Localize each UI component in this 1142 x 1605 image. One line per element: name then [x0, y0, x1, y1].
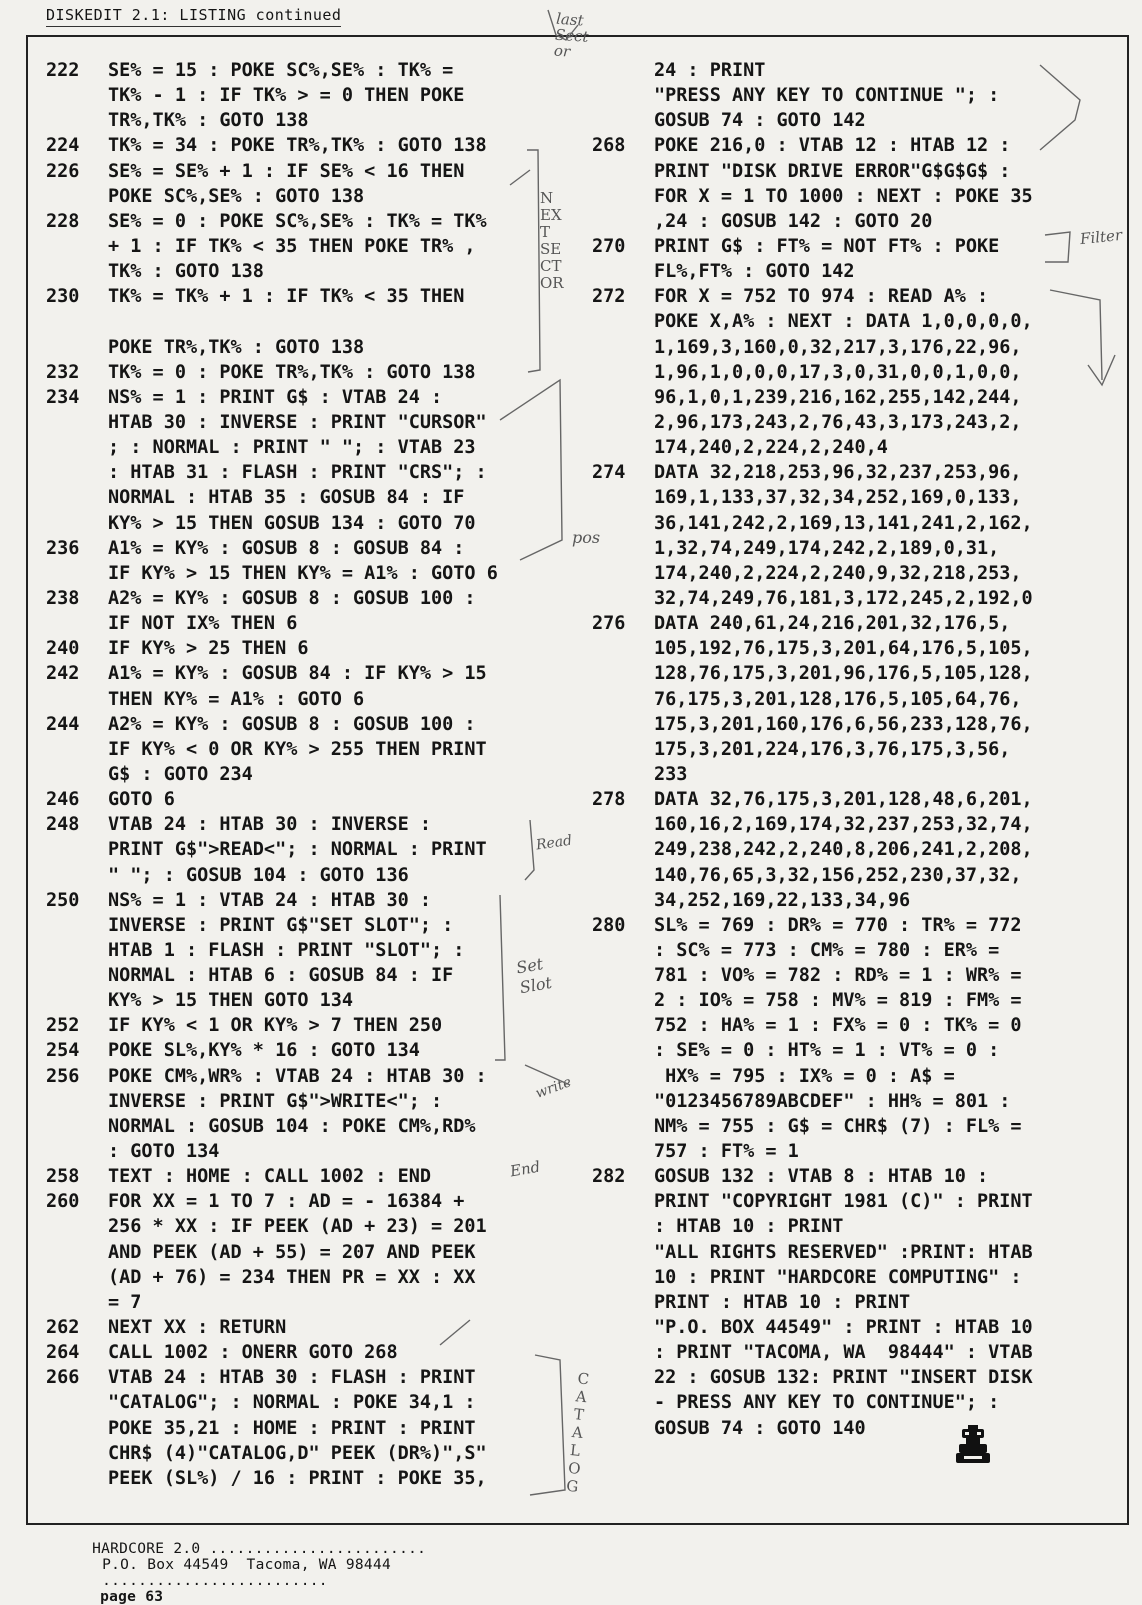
code-text: SE% = SE% + 1 : IF SE% < 16 THEN	[108, 160, 465, 182]
note-end: End	[508, 1157, 542, 1181]
code-text: GOTO 6	[108, 789, 175, 811]
code-text: SE% = 15 : POKE SC%,SE% : TK% =	[108, 60, 454, 81]
code-text: POKE X,A% : NEXT : DATA 1,0,0,0,0,	[654, 311, 1033, 333]
code-text: 169,1,133,37,32,34,252,169,0,133,	[654, 487, 1022, 509]
code-text: IF KY% < 1 OR KY% > 7 THEN 250	[108, 1015, 443, 1037]
code-text: "ALL RIGHTS RESERVED" :PRINT: HTAB	[654, 1241, 1033, 1263]
line-number: 252	[46, 1015, 80, 1037]
footer-address: P.O. Box 44549 Tacoma, WA 98444	[102, 1557, 392, 1573]
code-text: POKE SL%,KY% * 16 : GOTO 134	[108, 1040, 420, 1062]
code-text: " "; : GOSUB 104 : GOTO 136	[108, 864, 409, 886]
line-number: 228	[46, 210, 80, 232]
code-text: 175,3,201,160,176,6,56,233,128,76,	[654, 713, 1033, 735]
code-text: 140,76,65,3,32,156,252,230,37,32,	[654, 864, 1022, 886]
code-text: 76,175,3,201,128,176,5,105,64,76,	[654, 688, 1022, 710]
code-text: 174,240,2,224,2,240,9,32,218,253,	[654, 562, 1022, 584]
code-text: POKE TR%,TK% : GOTO 138	[108, 336, 365, 358]
code-text: PRINT "COPYRIGHT 1981 (C)" : PRINT	[654, 1191, 1033, 1213]
note-filter: Filter	[1079, 225, 1123, 249]
code-text: : HTAB 31 : FLASH : PRINT "CRS"; :	[108, 462, 487, 484]
code-text: FOR XX = 1 TO 7 : AD = - 16384 +	[108, 1191, 465, 1213]
code-text: "CATALOG"; : NORMAL : POKE 34,1 :	[108, 1392, 476, 1414]
code-text: DATA 240,61,24,216,201,32,176,5,	[654, 613, 1011, 635]
footer-publication: HARDCORE 2.0 ........................	[92, 1541, 427, 1557]
code-text: AND PEEK (AD + 55) = 207 AND PEEK	[108, 1241, 476, 1263]
code-text: 36,141,242,2,169,13,141,241,2,162,	[654, 512, 1033, 534]
note-pos: pos	[572, 528, 601, 547]
code-text: "P.O. BOX 44549" : PRINT : HTAB 10	[654, 1317, 1033, 1339]
line-number: 248	[46, 814, 80, 836]
code-text: HTAB 30 : INVERSE : PRINT "CURSOR"	[108, 411, 487, 433]
code-text: A2% = KY% : GOSUB 8 : GOSUB 100 :	[108, 587, 476, 609]
line-number: 222	[46, 60, 80, 81]
footer-dots: .........................	[102, 1573, 328, 1589]
code-text: SE% = 0 : POKE SC%,SE% : TK% = TK%	[108, 210, 487, 232]
code-text: 233	[654, 763, 688, 785]
code-text: NS% = 1 : VTAB 24 : HTAB 30 :	[108, 889, 432, 911]
code-text: POKE SC%,SE% : GOTO 138	[108, 185, 365, 207]
code-text: IF KY% < 0 OR KY% > 255 THEN PRINT	[108, 738, 487, 760]
line-number: 224	[46, 135, 80, 157]
line-number: 238	[46, 587, 80, 609]
code-text: SL% = 769 : DR% = 770 : TR% = 772	[654, 914, 1022, 936]
note-write: write	[533, 1074, 574, 1102]
code-text: "PRESS ANY KEY TO CONTINUE "; :	[654, 85, 1000, 107]
code-text: GOSUB 74 : GOTO 140	[654, 1417, 866, 1439]
code-text: POKE 35,21 : HOME : PRINT : PRINT	[108, 1417, 476, 1439]
code-text: INVERSE : PRINT G$"SET SLOT"; :	[108, 914, 454, 936]
code-text: : SC% = 773 : CM% = 780 : ER% =	[654, 939, 1000, 961]
line-number: 268	[592, 135, 626, 157]
code-text: 752 : HA% = 1 : FX% = 0 : TK% = 0	[654, 1015, 1022, 1037]
code-text: 1,32,74,249,174,242,2,189,0,31,	[654, 537, 1000, 559]
line-number: 240	[46, 638, 80, 660]
line-number: 274	[592, 462, 626, 484]
line-number: 264	[46, 1342, 80, 1364]
code-text: PRINT : HTAB 10 : PRINT	[654, 1291, 911, 1313]
code-text: : HTAB 10 : PRINT	[654, 1216, 844, 1238]
code-text: PRINT "DISK DRIVE ERROR"G$G$G$ :	[654, 160, 1011, 182]
code-text: A1% = KY% : GOSUB 84 : IF KY% > 15	[108, 663, 487, 685]
code-text: TK% = 0 : POKE TR%,TK% : GOTO 138	[108, 361, 476, 383]
code-text: (AD + 76) = 234 THEN PR = XX : XX	[108, 1266, 476, 1288]
code-text: DATA 32,76,175,3,201,128,48,6,201,	[654, 789, 1033, 811]
line-number: 282	[592, 1166, 626, 1188]
line-number: 254	[46, 1040, 80, 1062]
line-number: 270	[592, 235, 626, 257]
code-text: 24 : PRINT	[654, 60, 766, 81]
code-text: : GOTO 134	[108, 1141, 220, 1163]
code-text: 105,192,76,175,3,201,64,176,5,105,	[654, 638, 1033, 660]
code-text: : PRINT "TACOMA, WA 98444" : VTAB	[654, 1342, 1033, 1364]
code-text: TR%,TK% : GOTO 138	[108, 110, 309, 132]
code-text: GOSUB 132 : VTAB 8 : HTAB 10 :	[654, 1166, 989, 1188]
line-number: 280	[592, 914, 626, 936]
code-text: ,24 : GOSUB 142 : GOTO 20	[654, 210, 933, 232]
code-text: IF KY% > 15 THEN KY% = A1% : GOTO 6	[108, 562, 498, 584]
code-text: DATA 32,218,253,96,32,237,253,96,	[654, 462, 1022, 484]
code-text: A1% = KY% : GOSUB 8 : GOSUB 84 :	[108, 537, 465, 559]
code-text: : SE% = 0 : HT% = 1 : VT% = 0 :	[654, 1040, 1000, 1062]
code-text: HX% = 795 : IX% = 0 : A$ =	[654, 1065, 955, 1087]
code-text: PEEK (SL%) / 16 : PRINT : POKE 35,	[108, 1467, 487, 1489]
code-text: NM% = 755 : G$ = CHR$ (7) : FL% =	[654, 1115, 1022, 1137]
line-number: 230	[46, 286, 80, 308]
code-text: ; : NORMAL : PRINT " "; : VTAB 23	[108, 437, 476, 459]
page-number: page 63	[100, 1589, 164, 1605]
line-number: 278	[592, 789, 626, 811]
note-last-sector: last Sector	[553, 9, 590, 61]
code-text: CHR$ (4)"CATALOG,D" PEEK (DR%)",S"	[108, 1442, 487, 1464]
code-text: = 7	[108, 1291, 142, 1313]
code-text: POKE CM%,WR% : VTAB 24 : HTAB 30 :	[108, 1065, 487, 1087]
code-text: 34,252,169,22,133,34,96	[654, 889, 911, 911]
code-text: IF NOT IX% THEN 6	[108, 613, 298, 635]
code-text: HTAB 1 : FLASH : PRINT "SLOT"; :	[108, 939, 465, 961]
code-text: VTAB 24 : HTAB 30 : FLASH : PRINT	[108, 1367, 476, 1389]
line-number: 244	[46, 713, 80, 735]
code-text: TEXT : HOME : CALL 1002 : END	[108, 1166, 432, 1188]
line-number: 242	[46, 663, 80, 685]
line-number: 260	[46, 1191, 80, 1213]
code-text: 2 : IO% = 758 : MV% = 819 : FM% =	[654, 990, 1022, 1012]
code-text: 160,16,2,169,174,32,237,253,32,74,	[654, 814, 1033, 836]
code-text: 256 * XX : IF PEEK (AD + 23) = 201	[108, 1216, 487, 1238]
code-text: PRINT G$ : FT% = NOT FT% : POKE	[654, 235, 1000, 257]
code-text: 2,96,173,243,2,76,43,3,173,243,2,	[654, 411, 1022, 433]
line-number: 234	[46, 386, 80, 408]
code-text: FOR X = 752 TO 974 : READ A% :	[654, 286, 989, 308]
code-text: INVERSE : PRINT G$">WRITE<"; :	[108, 1090, 443, 1112]
header-title: DISKEDIT 2.1: LISTING continued	[46, 6, 342, 24]
code-text: PRINT G$">READ<"; : NORMAL : PRINT	[108, 839, 487, 861]
code-text: 1,96,1,0,0,0,17,3,0,31,0,0,1,0,0,	[654, 361, 1022, 383]
code-text: 1,169,3,160,0,32,217,3,176,22,96,	[654, 336, 1022, 358]
code-text: CALL 1002 : ONERR GOTO 268	[108, 1342, 398, 1364]
code-text: + 1 : IF TK% < 35 THEN POKE TR% ,	[108, 235, 476, 257]
code-text: KY% > 15 THEN GOTO 134	[108, 990, 354, 1012]
note-catalog: CATALOG	[565, 1369, 591, 1496]
code-text: G$ : GOTO 234	[108, 763, 253, 785]
code-text: TK% : GOTO 138	[108, 261, 264, 283]
code-text: A2% = KY% : GOSUB 8 : GOSUB 100 :	[108, 713, 476, 735]
line-number: 258	[46, 1166, 80, 1188]
code-text: 175,3,201,224,176,3,76,175,3,56,	[654, 738, 1011, 760]
line-number: 266	[46, 1367, 80, 1389]
note-next-sector: NEXT SECTOR	[540, 189, 564, 292]
line-number: 272	[592, 286, 626, 308]
line-number: 250	[46, 889, 80, 911]
code-text: TK% - 1 : IF TK% > = 0 THEN POKE	[108, 85, 465, 107]
line-number: 232	[46, 361, 80, 383]
code-text: 781 : VO% = 782 : RD% = 1 : WR% =	[654, 965, 1022, 987]
code-text: TK% = 34 : POKE TR%,TK% : GOTO 138	[108, 135, 487, 157]
line-number: 262	[46, 1317, 80, 1339]
code-text: THEN KY% = A1% : GOTO 6	[108, 688, 365, 710]
code-text: NORMAL : GOSUB 104 : POKE CM%,RD%	[108, 1115, 476, 1137]
code-text: 128,76,175,3,201,96,176,5,105,128,	[654, 663, 1033, 685]
code-text: GOSUB 74 : GOTO 142	[654, 110, 866, 132]
code-text: FL%,FT% : GOTO 142	[654, 261, 855, 283]
code-text: NS% = 1 : PRINT G$ : VTAB 24 :	[108, 386, 443, 408]
code-text: IF KY% > 25 THEN 6	[108, 638, 309, 660]
note-set-slot: Set Slot	[514, 954, 554, 998]
line-number: 236	[46, 537, 80, 559]
code-text: 757 : FT% = 1	[654, 1141, 799, 1163]
line-number: 256	[46, 1065, 80, 1087]
code-text: 22 : GOSUB 132: PRINT "INSERT DISK	[654, 1367, 1033, 1389]
code-text: 249,238,242,2,240,8,206,241,2,208,	[654, 839, 1033, 861]
hardcore-logo-icon	[956, 1425, 990, 1465]
code-text: POKE 216,0 : VTAB 12 : HTAB 12 :	[654, 135, 1011, 157]
line-number: 246	[46, 789, 80, 811]
code-text: KY% > 15 THEN GOSUB 134 : GOTO 70	[108, 512, 476, 534]
code-text: TK% = TK% + 1 : IF TK% < 35 THEN	[108, 286, 465, 308]
code-text: VTAB 24 : HTAB 30 : INVERSE :	[108, 814, 432, 836]
page-footer	[74, 1525, 1126, 1605]
code-text: NORMAL : HTAB 35 : GOSUB 84 : IF	[108, 487, 465, 509]
code-text: FOR X = 1 TO 1000 : NEXT : POKE 35	[654, 185, 1033, 207]
code-text: 96,1,0,1,239,216,162,255,142,244,	[654, 386, 1022, 408]
code-text: - PRESS ANY KEY TO CONTINUE"; :	[654, 1392, 1000, 1414]
note-read: Read	[535, 832, 574, 854]
code-text: 10 : PRINT "HARDCORE COMPUTING" :	[654, 1266, 1022, 1288]
code-text: NORMAL : HTAB 6 : GOSUB 84 : IF	[108, 965, 454, 987]
line-number: 276	[592, 613, 626, 635]
code-text: 174,240,2,224,2,240,4	[654, 437, 888, 459]
code-text: NEXT XX : RETURN	[108, 1317, 287, 1339]
code-text: 32,74,249,76,181,3,172,245,2,192,0	[654, 587, 1033, 609]
line-number: 226	[46, 160, 80, 182]
code-text: "0123456789ABCDEF" : HH% = 801 :	[654, 1090, 1011, 1112]
